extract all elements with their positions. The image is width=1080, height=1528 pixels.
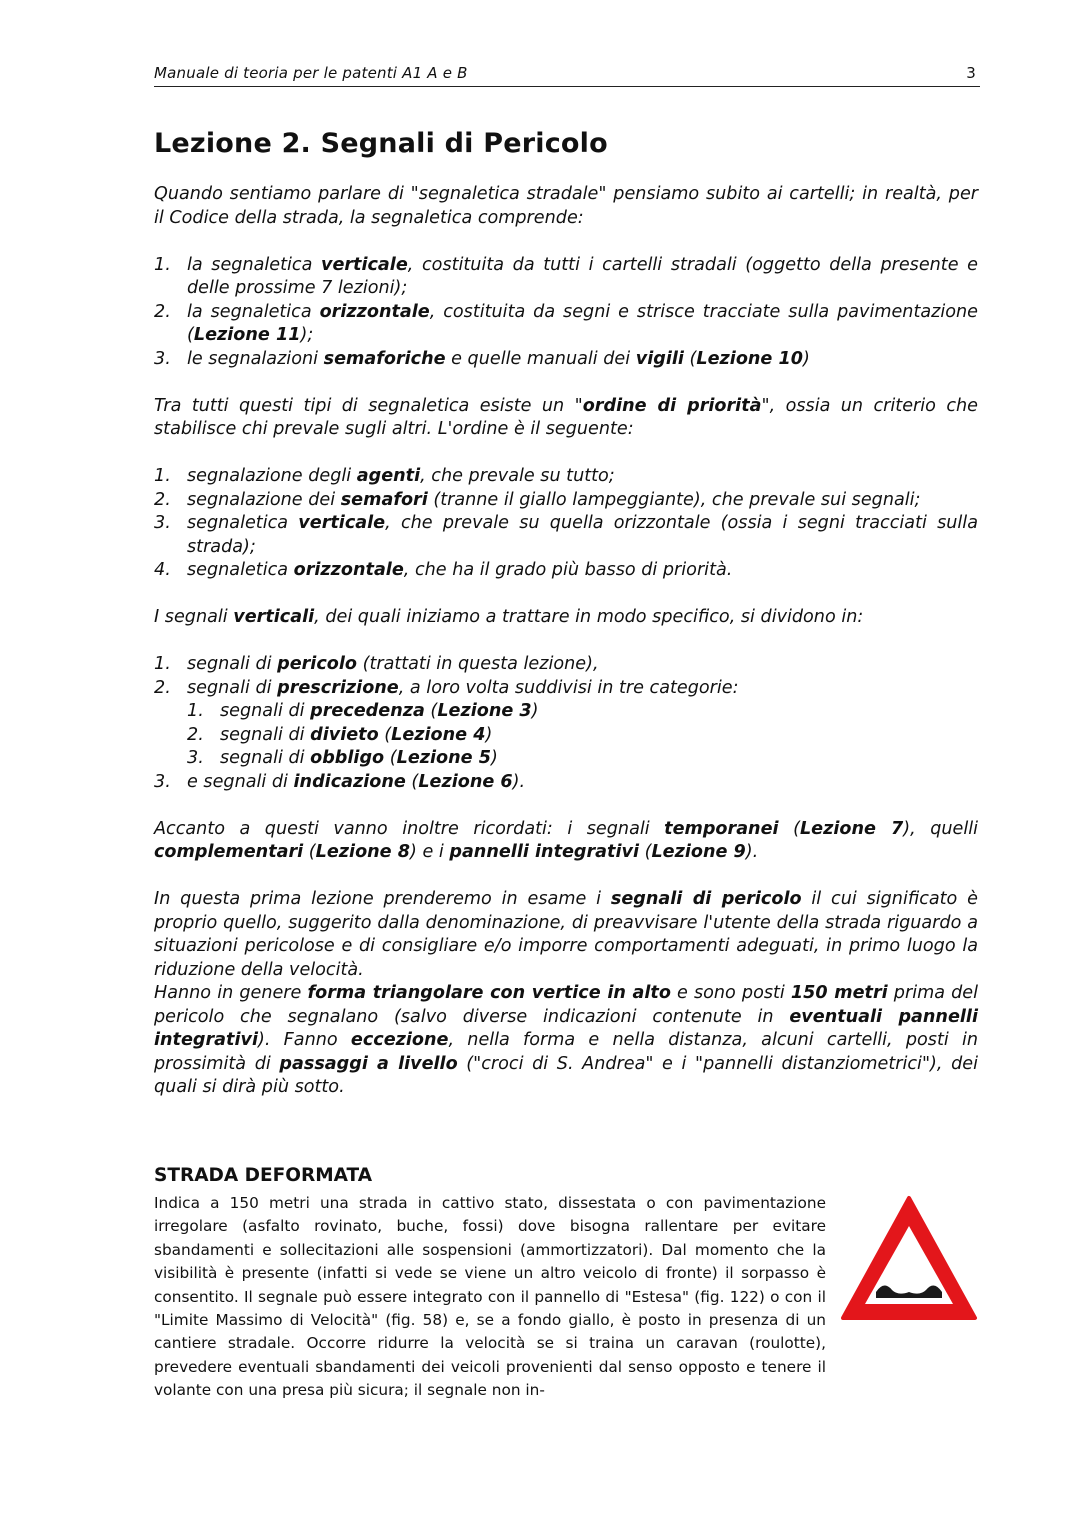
road-bump-warning-sign-icon (838, 1192, 980, 1326)
list-item: 1. segnali di pericolo (trattati in questa lezione), (154, 654, 599, 674)
triangle-shape-paragraph: Hanno in genere forma triangolare con vertice in alto e sono posti 150 metri prima del pericolo che segnalano (salvo diverse indicazioni contenute in eventuali pannelli integrativi). Fanno eccezione, nella forma e nella distanza, alcuni cartelli, posti in prossimità di passaggi a livello ("croci di S. Andrea" e i "pannelli distanziometrici"), dei quali si dirà più sotto. (154, 983, 979, 1097)
intro-paragraph: Quando sentiamo parlare di "segnaletica stradale" pensiamo subito ai cartelli; in realtà, per il Codice della strada, la segnaletica comprende: (154, 184, 978, 228)
other-signs-paragraph: Accanto a questi vanno inoltre ricordati: i segnali temporanei (Lezione 7), quelli complementari (Lezione 8) e i pannelli integrativi (Lezione 9). (154, 818, 979, 862)
section-title: STRADA DEFORMATA (154, 1165, 373, 1186)
running-header (154, 64, 980, 87)
list-item: 2. segnali di prescrizione, a loro volta suddivisi in tre categorie: 1. segnali di precedenza (Lezione 3) 2. segnali di divieto (Lezione 4) 3. segnali di obbligo (Lezione 5) (154, 677, 978, 771)
priority-paragraph: Tra tutti questi tipi di segnaletica esiste un "ordine di priorità", ossia un criterio che stabilisce chi prevale sugli altri. L'ordine è il seguente: (154, 395, 978, 439)
list-item: 3. segnaletica verticale, che prevale su quella orizzontale (ossia i segni tracciati sulla strada); (154, 513, 978, 557)
vertical-signs-list (154, 653, 978, 794)
list-item: 2. la segnaletica orizzontale, costituita da segni e strisce tracciate sulla pavimentazione (Lezione 11); (154, 301, 978, 345)
lesson-title: Lezione 2. Segnali di Pericolo (154, 128, 608, 159)
sublist-item: 1. segnali di precedenza (Lezione 3) (187, 701, 539, 721)
vertical-signs-paragraph: I segnali verticali, dei quali iniziamo a trattare in modo specifico, si dividono in: (154, 607, 864, 627)
section-text: Indica a 150 metri una strada in cattivo stato, dissestata o con pavimentazione irregolare (asfalto rovinato, buche, fossi) dove bisogna rallentare per evitare sbandamenti e sollecitazioni alle sospensioni (ammortizzatori). Dal momento che la visibilità è presente (infatti si vede se viene un altro veicolo di fronte) il sorpasso è consentito. Il segnale può essere integrato con il pannello di "Estesa" (fig. 122) o con il "Limite Massimo di Velocità" (fig. 58) e, se a fondo giallo, è posto in presenza di un cantiere stradale. Occorre ridurre la velocità se si traina un caravan (roulotte), prevedere eventuali sbandamenti dei veicoli provenienti dal senso opposto e tenere il volante con una presa più sicura; il segnale non in- (154, 1194, 826, 1400)
list-item: 3. le segnalazioni semaforiche e quelle manuali dei vigili (Lezione 10) (154, 348, 810, 369)
signage-types-list (154, 254, 978, 372)
sublist-item: 2. segnali di divieto (Lezione 4) (187, 724, 493, 745)
danger-signs-paragraph: In questa prima lezione prenderemo in esame i segnali di pericolo il cui significato è proprio quello, suggerito dalla denominazione, di preavvisare l'utente della strada riguardo a situazioni pericolose e di consigliare e/o imporre comportamenti adeguati, in primo luogo la riduzione della velocità. (154, 889, 978, 980)
priority-list (154, 465, 978, 583)
header-title: Manuale di teoria per le patenti A1 A e B (154, 64, 468, 82)
list-item: 1. la segnaletica verticale, costituita da tutti i cartelli stradali (oggetto della presente e delle prossime 7 lezioni); (154, 254, 978, 298)
lesson-body (154, 183, 978, 1123)
prescription-sublist (187, 700, 978, 771)
list-item: 1. segnalazione degli agenti, che prevale su tutto; (154, 466, 615, 486)
list-item: 2. segnalazione dei semafori (tranne il giallo lampeggiante), che prevale sui segnali; (154, 489, 921, 510)
sublist-item: 3. segnali di obbligo (Lezione 5) (187, 748, 498, 768)
page-number: 3 (966, 64, 976, 82)
list-item: 4. segnaletica orizzontale, che ha il grado più basso di priorità. (154, 560, 733, 580)
list-item: 3. e segnali di indicazione (Lezione 6). (154, 771, 526, 792)
